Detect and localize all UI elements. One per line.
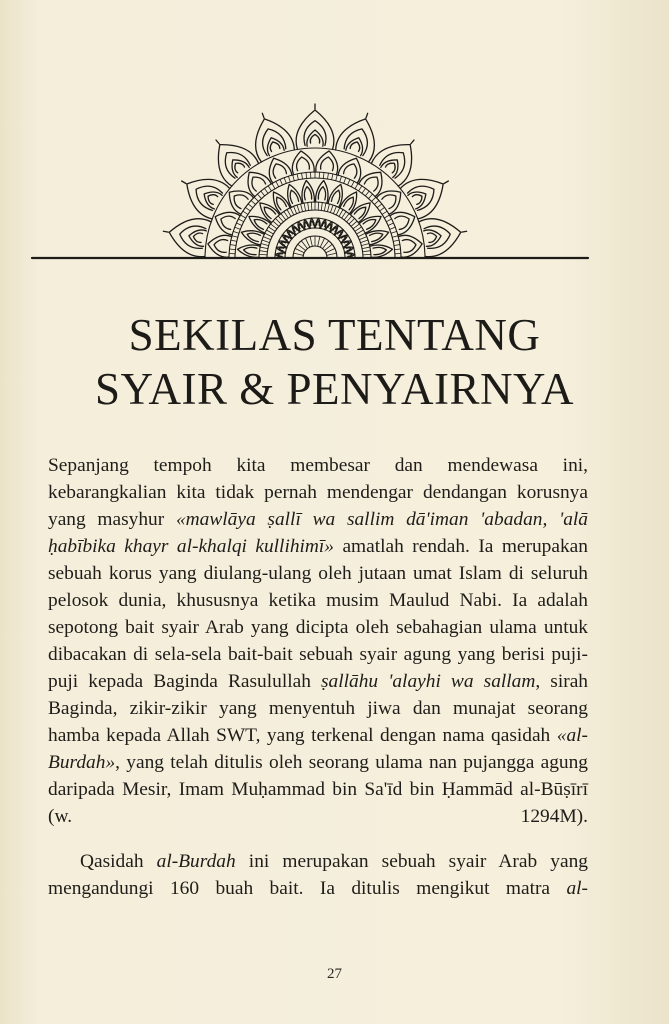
paragraph-1-text-a: Sepanjang tempoh kita membesar dan mendewasa ini, kebarangkalian kita tidak pernah mendengar dendangan korusnya yang masyhur <box>48 455 588 530</box>
paragraph-2-text-b: ini merupakan sebuah syair Arab yang mengandungi 160 buah bait. Ia ditulis mengikut matra <box>48 851 588 899</box>
page-number: 27 <box>327 966 342 982</box>
paragraph-1 <box>48 452 588 830</box>
paragraph-1-italic-burdah: «al-Burdah» <box>48 725 588 773</box>
paragraph-1-text-b: amatlah rendah. Ia merupakan sebuah korus yang diulang-ulang oleh jutaan umat Islam di seluruh pelosok dunia, khususnya ketika musim Maulud Nabi. Ia adalah sepotong bait syair Arab yang dicipta oleh sebahagian ulama untuk dibacakan di sela-sela bait-bait sebuah syair agung yang berisi puji-puji kepada Baginda Rasulullah <box>48 536 588 692</box>
chapter-title-line-1: SEKILAS TENTANG <box>128 310 541 360</box>
ornament-petals <box>163 104 466 258</box>
paragraph-2-italic-burdah: al-Burdah <box>156 851 236 872</box>
paragraph-2 <box>48 848 588 902</box>
paragraph-1-text-d: , yang telah ditulis oleh seorang ulama nan pujangga agung daripada Mesir, Imam Muḥammad bin Sa'īd bin Ḥammād al-Būṣīrī (w. 1294M). <box>48 752 588 827</box>
mandala-ornament <box>0 60 669 270</box>
body-text <box>48 452 588 902</box>
chapter-title <box>0 308 669 416</box>
paragraph-2-italic-al: al- <box>566 878 588 899</box>
paragraph-2-text-a: Qasidah <box>80 851 157 872</box>
chapter-title-line-2: SYAIR & PENYAIRNYA <box>94 364 575 414</box>
paragraph-1-italic-salawat: ṣallāhu 'alayhi wa sallam <box>321 671 536 692</box>
paragraph-1-italic-chorus: «mawlāya ṣallī wa sallim dā'iman 'abadan, 'alā ḥabībika khayr al-khalqi kullihimī» <box>48 509 588 557</box>
paragraph-1-text-c: , sirah Baginda, zikir-zikir yang menyentuh jiwa dan munajat seorang hamba kepada Allah SWT, yang terkenal dengan nama qasidah <box>48 671 588 746</box>
